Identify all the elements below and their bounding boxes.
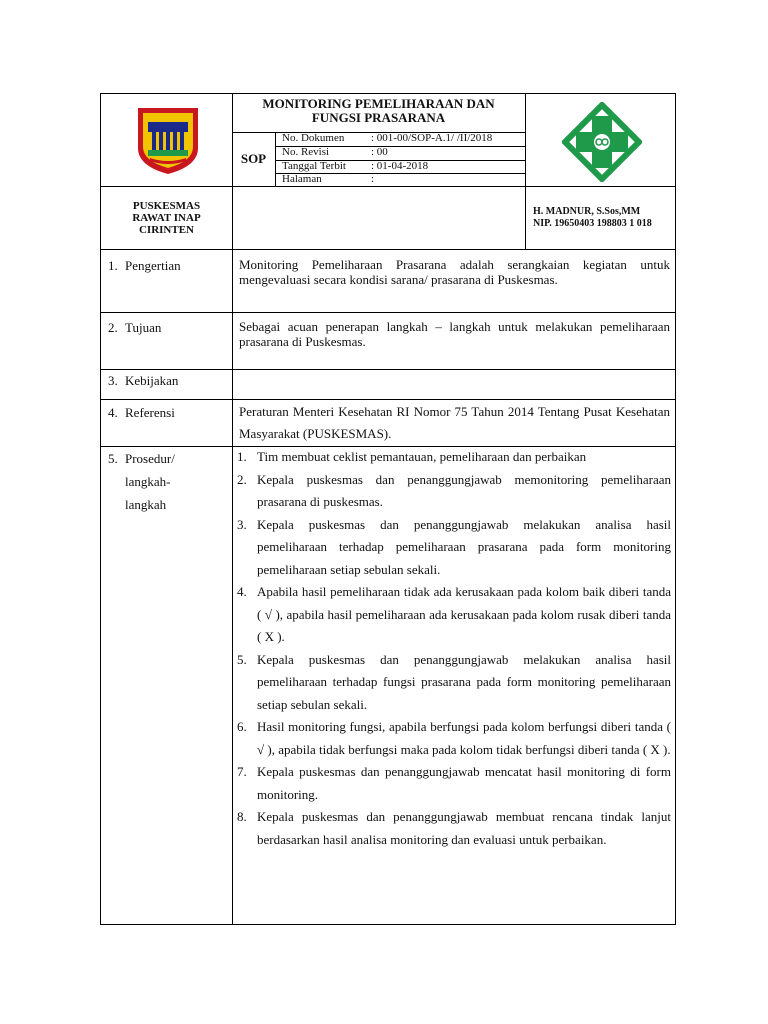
signer-name: H. MADNUR, S.Sos,MM bbox=[533, 205, 641, 217]
meta-value: : bbox=[371, 173, 375, 185]
section-number: 1. bbox=[108, 258, 118, 273]
procedure-step bbox=[237, 716, 671, 761]
document-title bbox=[232, 94, 525, 132]
section-title: Referensi bbox=[125, 405, 175, 420]
step-number: 5. bbox=[237, 651, 247, 667]
step-number: 6. bbox=[237, 719, 247, 734]
section-title: Tujuan bbox=[125, 320, 162, 335]
row-divider bbox=[101, 312, 675, 313]
procedure-step bbox=[237, 806, 671, 851]
meta-label: Tanggal Terbit bbox=[282, 160, 346, 172]
row-divider bbox=[101, 399, 675, 400]
prosedur-steps bbox=[237, 446, 671, 851]
step-number: 7. bbox=[237, 764, 247, 779]
meta-row-revisi bbox=[275, 146, 525, 159]
section-title bbox=[125, 447, 225, 516]
referensi-text: Peraturan Menteri Kesehatan RI Nomor 75 Tahun 2014 Tentang Pusat Kesehatan Masyarakat (PUSKESMAS). bbox=[239, 404, 670, 441]
meta-value: : 00 bbox=[371, 146, 388, 158]
meta-label: No. Dokumen bbox=[282, 132, 345, 144]
meta-label: Halaman bbox=[282, 173, 322, 185]
title-line: MONITORING PEMELIHARAAN DAN bbox=[262, 96, 495, 111]
meta-label: No. Revisi bbox=[282, 146, 330, 158]
section-number: 4. bbox=[108, 405, 118, 420]
step-text: Hasil monitoring fungsi, apabila berfungsi pada kolom berfungsi diberi tanda ( √ ), apabila tidak berfungsi maka pada kolom tidak berfungsi diberi tanda ( X ). bbox=[257, 719, 671, 757]
meta-row-tanggal bbox=[275, 160, 525, 173]
step-number: 8. bbox=[237, 809, 247, 824]
pengertian-text: Monitoring Pemeliharaan Prasarana adalah serangkaian kegiatan untuk mengevaluasi secara kondisi sarana/ prasarana di Puskesmas. bbox=[239, 257, 670, 287]
sop-document bbox=[100, 93, 676, 925]
step-number: 4. bbox=[237, 584, 247, 599]
step-text: Kepala puskesmas dan penanggungjawab membuat rencana tindak lanjut berdasarkan hasil analisa monitoring dan evaluasi untuk perbaikan. bbox=[257, 809, 671, 847]
meta-row-halaman bbox=[275, 173, 525, 186]
step-number: 2. bbox=[237, 471, 247, 487]
section-number: 2. bbox=[108, 320, 118, 335]
section-title: Pengertian bbox=[125, 258, 181, 273]
meta-value: : 01-04-2018 bbox=[371, 160, 429, 172]
step-number: 1. bbox=[237, 449, 247, 464]
procedure-step bbox=[237, 514, 671, 582]
organization-name bbox=[101, 186, 232, 249]
step-text: Kepala puskesmas dan penanggungjawab melakukan analisa hasil pemeliharaan terhadap pemeliharaan prasarana pada form monitoring pemeliharaan setiap sebulan sekali. bbox=[257, 516, 671, 577]
procedure-step bbox=[237, 469, 671, 514]
section-title-line: langkah- bbox=[125, 474, 171, 489]
procedure-step bbox=[237, 446, 671, 469]
sop-label: SOP bbox=[240, 151, 267, 166]
org-line: CIRINTEN bbox=[138, 223, 194, 236]
section-title: Kebijakan bbox=[125, 373, 179, 388]
step-text: Kepala puskesmas dan penanggungjawab melakukan analisa hasil pemeliharaan terhadap fungsi prasarana pada form monitoring pemeliharaan setiap sebulan sekali. bbox=[257, 651, 671, 712]
org-line: PUSKESMAS bbox=[132, 199, 201, 212]
header-bottom-divider bbox=[101, 249, 675, 250]
signer-nip: NIP. 19650403 198803 1 018 bbox=[533, 217, 652, 229]
section-number: 3. bbox=[108, 373, 118, 388]
procedure-step bbox=[237, 581, 671, 649]
step-text: Apabila hasil pemeliharaan tidak ada kerusakaan pada kolom baik diberi tanda ( √ ), apabila hasil pemeliharaan ada kerusakaan pada kolom rusak diberi tanda ( X ). bbox=[257, 584, 671, 644]
step-text: Kepala puskesmas dan penanggungjawab memonitoring pemeliharaan prasarana di puskesmas. bbox=[257, 471, 671, 509]
procedure-step bbox=[237, 761, 671, 806]
section-number: 5. bbox=[108, 451, 118, 466]
title-line: FUNGSI PRASARANA bbox=[311, 110, 446, 125]
column-divider bbox=[232, 94, 233, 925]
section-title-line: langkah bbox=[125, 497, 167, 512]
step-text: Kepala puskesmas dan penanggungjawab mencatat hasil monitoring di form monitoring. bbox=[257, 764, 671, 802]
step-text: Tim membuat ceklist pemantauan, pemeliharaan dan perbaikan bbox=[257, 449, 587, 464]
signer-block bbox=[525, 186, 677, 249]
step-number: 3. bbox=[237, 516, 247, 532]
org-line: RAWAT INAP bbox=[132, 211, 201, 224]
puskesmas-cross-icon bbox=[562, 102, 642, 182]
meta-row-dokumen bbox=[275, 132, 525, 145]
tujuan-text: Sebagai acuan penerapan langkah – langkah untuk melakukan pemeliharaan prasarana di Puskesmas. bbox=[239, 319, 670, 349]
section-title-line: Prosedur/ bbox=[125, 451, 175, 466]
meta-value: : 001-00/SOP-A.1/ /II/2018 bbox=[371, 132, 493, 144]
kabupaten-crest-icon bbox=[134, 104, 202, 176]
procedure-step bbox=[237, 649, 671, 717]
